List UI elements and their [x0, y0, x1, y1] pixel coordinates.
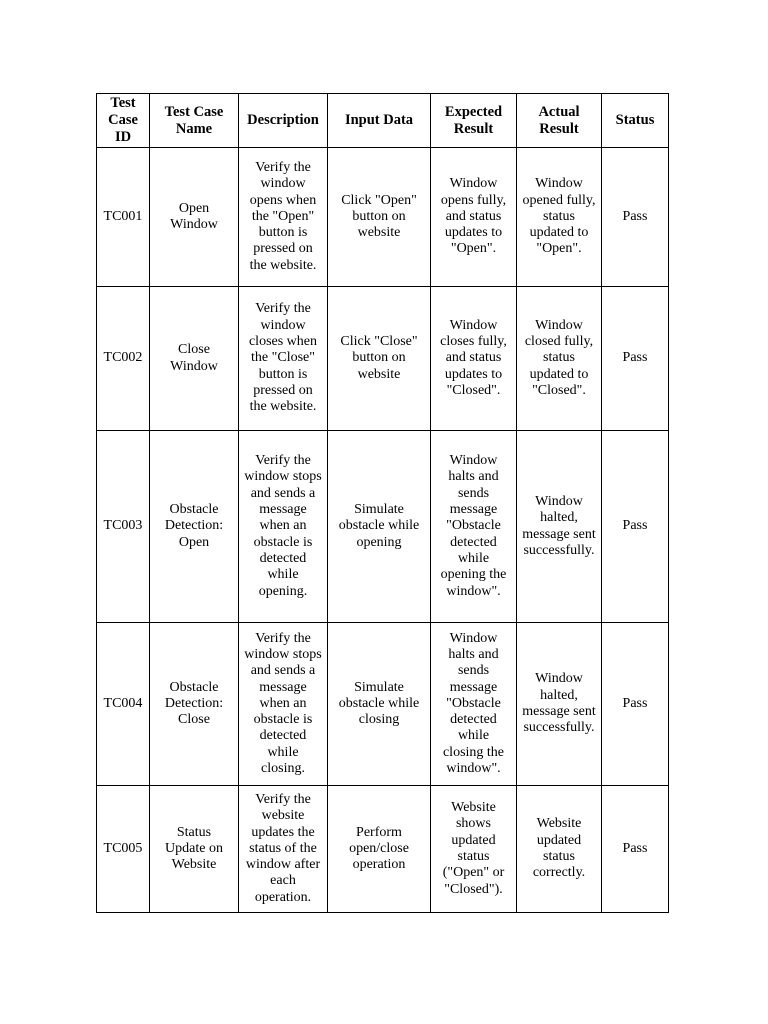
- test-case-name-cell: Status Update on Website: [150, 786, 239, 913]
- input-data-cell: Click "Open" button on website: [328, 148, 431, 287]
- header-test-case-name: Test Case Name: [150, 94, 239, 148]
- description-cell: Verify the website updates the status of the window after each operation.: [239, 786, 328, 913]
- header-description: Description: [239, 94, 328, 148]
- actual-result-cell: Window halted, message sent successfully.: [517, 623, 602, 786]
- expected-result-cell: Window opens fully, and status updates to "Open".: [431, 148, 517, 287]
- input-data-cell: Simulate obstacle while opening: [328, 431, 431, 623]
- test-case-id-cell: TC002: [97, 287, 150, 431]
- test-case-id-cell: TC004: [97, 623, 150, 786]
- actual-result-cell: Window closed fully, status updated to "Closed".: [517, 287, 602, 431]
- status-cell: Pass: [602, 148, 669, 287]
- table-row: [97, 148, 669, 287]
- test-case-id-cell: TC001: [97, 148, 150, 287]
- header-expected-result: Expected Result: [431, 94, 517, 148]
- table-header-row: [97, 94, 669, 148]
- input-data-cell: Click "Close" button on website: [328, 287, 431, 431]
- expected-result-cell: Window halts and sends message "Obstacle detected while closing the window".: [431, 623, 517, 786]
- test-case-table: [96, 93, 669, 913]
- description-cell: Verify the window stops and sends a message when an obstacle is detected while opening.: [239, 431, 328, 623]
- test-case-name-cell: Open Window: [150, 148, 239, 287]
- test-case-id-cell: TC005: [97, 786, 150, 913]
- actual-result-cell: Website updated status correctly.: [517, 786, 602, 913]
- table-row: [97, 287, 669, 431]
- status-cell: Pass: [602, 623, 669, 786]
- header-actual-result: Actual Result: [517, 94, 602, 148]
- header-test-case-id: Test Case ID: [97, 94, 150, 148]
- actual-result-cell: Window halted, message sent successfully.: [517, 431, 602, 623]
- expected-result-cell: Window halts and sends message "Obstacle detected while opening the window".: [431, 431, 517, 623]
- status-cell: Pass: [602, 431, 669, 623]
- header-status: Status: [602, 94, 669, 148]
- table-row: [97, 431, 669, 623]
- status-cell: Pass: [602, 287, 669, 431]
- input-data-cell: Perform open/close operation: [328, 786, 431, 913]
- description-cell: Verify the window closes when the "Close" button is pressed on the website.: [239, 287, 328, 431]
- table-row: [97, 786, 669, 913]
- status-cell: Pass: [602, 786, 669, 913]
- test-case-name-cell: Close Window: [150, 287, 239, 431]
- test-case-name-cell: Obstacle Detection: Close: [150, 623, 239, 786]
- test-case-name-cell: Obstacle Detection: Open: [150, 431, 239, 623]
- description-cell: Verify the window opens when the "Open" button is pressed on the website.: [239, 148, 328, 287]
- description-cell: Verify the window stops and sends a message when an obstacle is detected while closing.: [239, 623, 328, 786]
- expected-result-cell: Website shows updated status ("Open" or "Closed").: [431, 786, 517, 913]
- actual-result-cell: Window opened fully, status updated to "Open".: [517, 148, 602, 287]
- input-data-cell: Simulate obstacle while closing: [328, 623, 431, 786]
- test-case-id-cell: TC003: [97, 431, 150, 623]
- header-input-data: Input Data: [328, 94, 431, 148]
- table-row: [97, 623, 669, 786]
- expected-result-cell: Window closes fully, and status updates to "Closed".: [431, 287, 517, 431]
